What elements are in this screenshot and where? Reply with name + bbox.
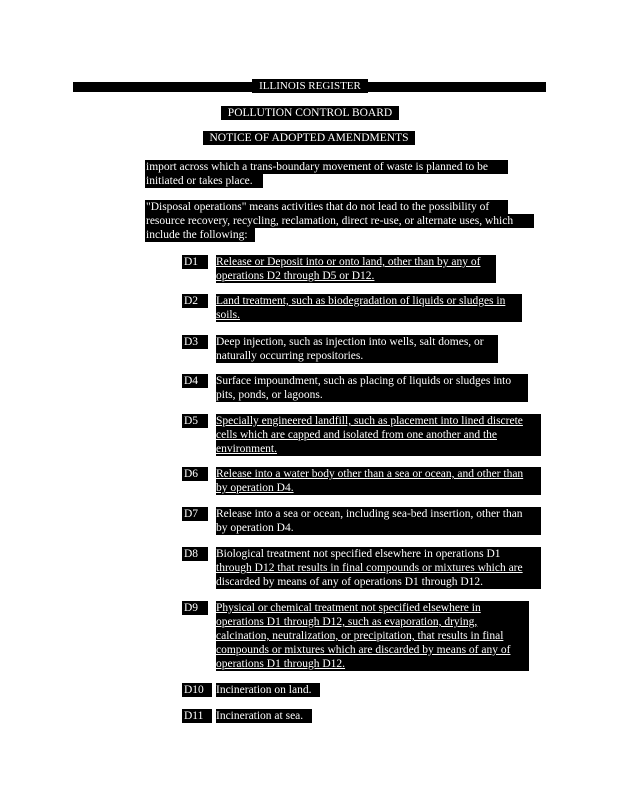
item-text-d3: Deep injection, such as injection into wells, salt domes, or naturally occurring repositories.: [216, 335, 498, 363]
item-text-d4: Surface impoundment, such as placing of liquids or sludges into pits, ponds, or lagoons.: [216, 374, 528, 402]
item-code-d7: D7: [182, 507, 208, 521]
intro-line-1: import across which a trans-boundary movement of waste is planned to be: [145, 160, 508, 174]
item-text-d7: Release into a sea or ocean, including sea-bed insertion, other than by operation D4.: [216, 507, 541, 535]
register-title: ILLINOIS REGISTER: [252, 79, 368, 93]
definition-line-3: include the following:: [145, 228, 255, 242]
intro-line-2: initiated or takes place.: [145, 174, 263, 188]
definition-line-2: resource recovery, recycling, reclamation, direct re-use, or alternate uses, which: [145, 214, 534, 228]
item-text-d1: Release or Deposit into or onto land, other than by any of operations D2 through D5 or D12.: [216, 255, 496, 283]
item-text-d5: Specially engineered landfill, such as placement into lined discrete cells which are capped and isolated from one another and the environment.: [216, 414, 541, 456]
item-code-d5: D5: [182, 414, 208, 428]
item-code-d10: D10: [182, 683, 212, 697]
item-code-d11: D11: [182, 709, 212, 723]
item-text-d6: Release into a water body other than a sea or ocean, and other than by operation D4.: [216, 467, 541, 495]
definition-line-1: "Disposal operations" means activities that do not lead to the possibility of: [145, 200, 508, 214]
item-text-d11: Incineration at sea.: [216, 709, 312, 723]
item-code-d9: D9: [182, 601, 208, 615]
item-text-d9: Physical or chemical treatment not specified elsewhere in operations D1 through D12, such as evaporation, drying, calcination, neutralization, or precipitation, that results in final compounds or mixtures which are discarded by means of any of operations D1 through D12.: [216, 601, 529, 671]
item-code-d4: D4: [182, 374, 208, 388]
item-text-d10: Incineration on land.: [216, 683, 320, 697]
board-title: POLLUTION CONTROL BOARD: [221, 106, 399, 120]
item-code-d3: D3: [182, 335, 208, 349]
item-code-d6: D6: [182, 467, 208, 481]
item-code-d1: D1: [182, 255, 208, 269]
item-text-d2: Land treatment, such as biodegradation of liquids or sludges in soils.: [216, 294, 522, 322]
item-code-d2: D2: [182, 294, 208, 308]
item-code-d8: D8: [182, 547, 208, 561]
notice-title: NOTICE OF ADOPTED AMENDMENTS: [203, 131, 415, 145]
item-text-d8: Biological treatment not specified elsewhere in operations D1 through D12 that results in final compounds or mixtures which are discarded by means of any of operations D1 through D12.: [216, 547, 541, 589]
